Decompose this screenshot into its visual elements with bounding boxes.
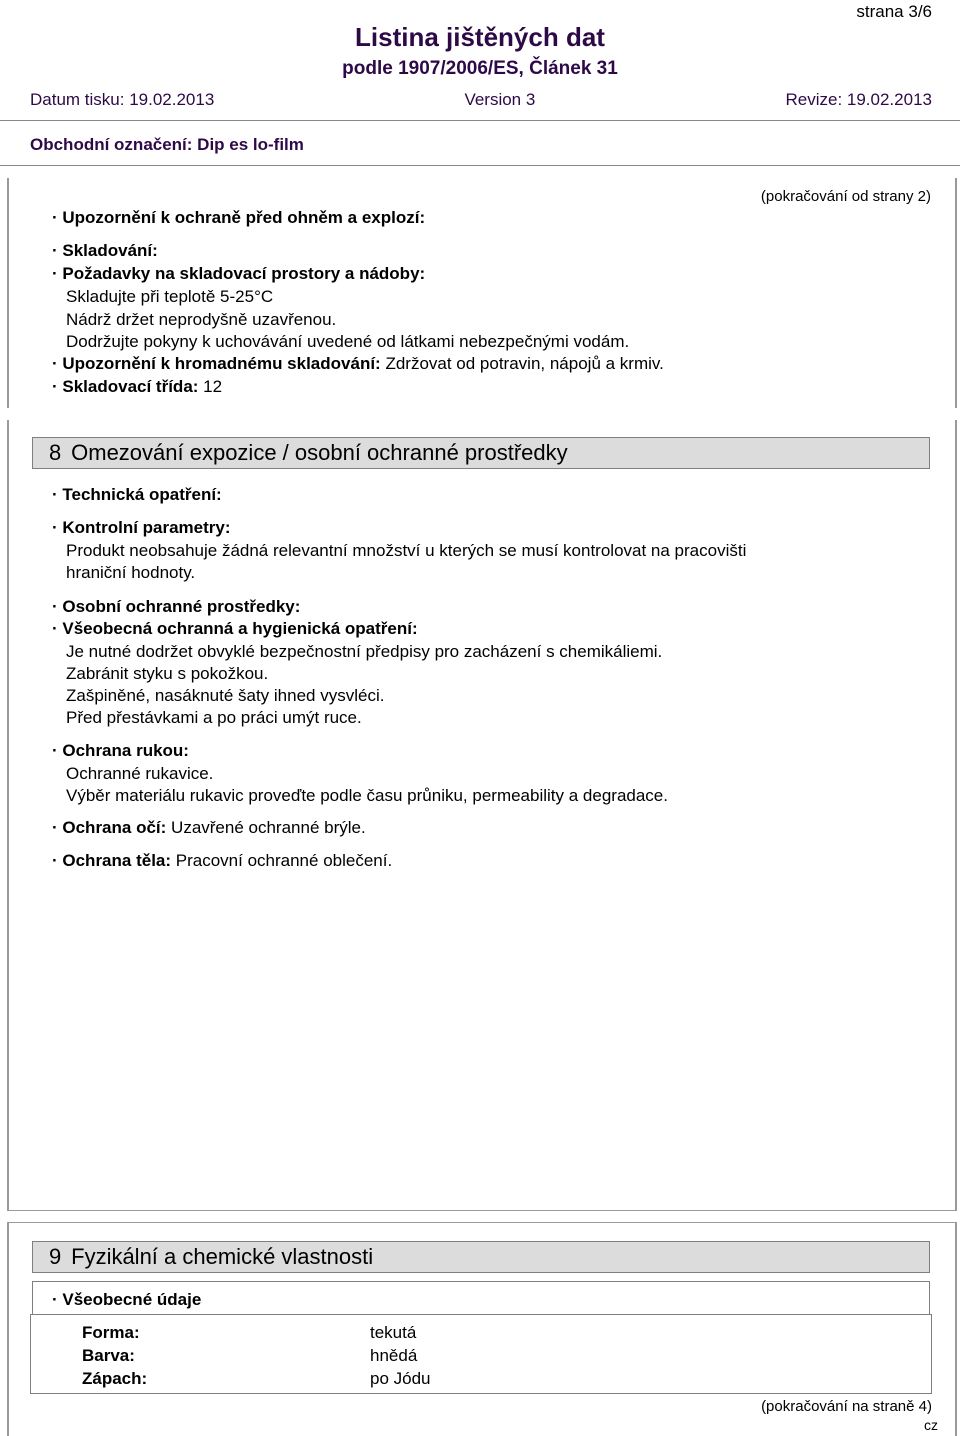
eye-protection-value: Uzavřené ochranné brýle.	[166, 818, 366, 837]
eye-protection-label: · Ochrana očí:	[52, 818, 167, 837]
control-parameters-line: Produkt neobsahuje žádná relevantní množství u kterých se musí kontrolovat na pracovišti	[66, 541, 747, 560]
general-measures-line: Zabránit styku s pokožkou.	[66, 664, 269, 683]
joint-storage-value: Zdržovat od potravin, nápojů a krmiv.	[380, 354, 664, 373]
fire-protection-heading: · Upozornění k ochraně před ohněm a explozí:	[52, 208, 426, 227]
general-data-heading: · Všeobecné údaje	[52, 1290, 202, 1309]
continued-from: (pokračování od strany 2)	[760, 188, 931, 205]
property-label: Zápach:	[82, 1369, 148, 1388]
storage-requirements-heading: · Požadavky na skladovací prostory a nádoby:	[52, 264, 426, 283]
property-value: hnědá	[370, 1346, 418, 1365]
storage-requirement-line: Nádrž držet neprodyšně uzavřenou.	[66, 310, 337, 329]
property-label: Forma:	[82, 1323, 140, 1342]
general-measures-line: Před přestávkami a po práci umýt ruce.	[66, 708, 362, 727]
body-protection-line	[52, 851, 392, 871]
meta-row	[30, 90, 932, 110]
hand-protection-heading: · Ochrana rukou:	[52, 741, 189, 760]
hand-protection-line: Výběr materiálu rukavic proveďte podle času průniku, permeability a degradace.	[66, 786, 668, 805]
storage-class-line	[52, 377, 222, 397]
body-protection-value: Pracovní ochranné oblečení.	[171, 851, 393, 870]
document-title: Listina jištěných dat	[355, 22, 605, 52]
continued-on: (pokračování na straně 4)	[761, 1398, 932, 1415]
control-parameters-heading: · Kontrolní parametry:	[52, 518, 231, 537]
storage-heading: · Skladování:	[52, 241, 158, 260]
property-label: Barva:	[82, 1346, 135, 1365]
section9-number: 9	[49, 1244, 62, 1269]
print-date: Datum tisku: 19.02.2013	[30, 90, 215, 109]
joint-storage-label: · Upozornění k hromadnému skladování:	[52, 354, 381, 373]
storage-class-value: 12	[198, 377, 223, 396]
storage-class-label: · Skladovací třída:	[52, 377, 199, 396]
hand-protection-line: Ochranné rukavice.	[66, 764, 214, 783]
body-protection-label: · Ochrana těla:	[52, 851, 172, 870]
header-divider	[0, 120, 960, 121]
general-measures-line: Zašpiněné, nasáknuté šaty ihned vysvléci.	[66, 686, 385, 705]
page-number: strana 3/6	[856, 2, 932, 21]
properties-table	[30, 1314, 932, 1394]
section8-box	[7, 420, 957, 1211]
control-parameters-line: hraniční hodnoty.	[66, 563, 196, 582]
property-value: tekutá	[370, 1323, 417, 1342]
section8-title: Omezování expozice / osobní ochranné prostředky	[71, 440, 568, 465]
trade-name-divider	[0, 165, 960, 166]
trade-name: Obchodní označení: Dip es lo-film	[30, 135, 304, 154]
section9-title: Fyzikální a chemické vlastnosti	[71, 1244, 374, 1269]
eye-protection-line	[52, 818, 366, 838]
language-code: cz	[924, 1417, 938, 1433]
revision-date: Revize: 19.02.2013	[785, 90, 932, 109]
general-measures-heading: · Všeobecná ochranná a hygienická opatření:	[52, 619, 418, 638]
section8-number: 8	[49, 440, 62, 465]
joint-storage-line	[52, 354, 664, 374]
technical-measures-heading: · Technická opatření:	[52, 485, 222, 504]
storage-requirement-line: Dodržujte pokyny k uchovávání uvedené od látkami nebezpečnými vodám.	[66, 332, 630, 351]
version: Version 3	[464, 90, 536, 109]
storage-requirement-line: Skladujte při teplotě 5-25°C	[66, 287, 274, 306]
general-measures-line: Je nutné dodržet obvyklé bezpečnostní předpisy pro zacházení s chemikáliemi.	[66, 642, 663, 661]
section9-heading	[32, 1241, 930, 1273]
section8-heading	[32, 437, 930, 469]
property-value: po Jódu	[370, 1369, 431, 1388]
ppe-heading: · Osobní ochranné prostředky:	[52, 597, 301, 616]
document-subtitle: podle 1907/2006/ES, Článek 31	[342, 58, 618, 79]
